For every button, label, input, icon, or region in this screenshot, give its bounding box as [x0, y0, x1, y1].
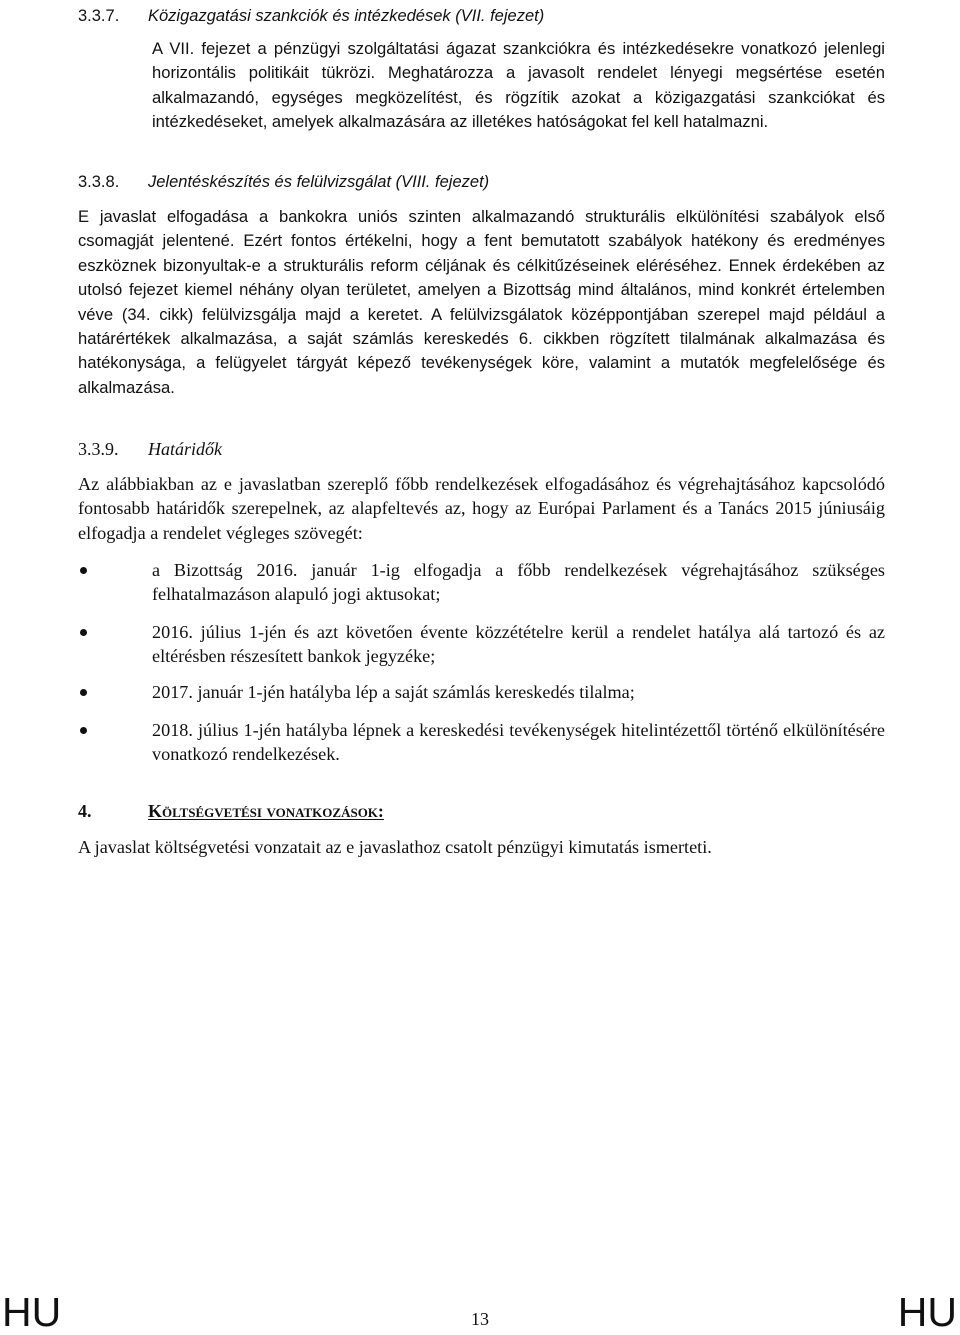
bullet-icon: [80, 689, 87, 696]
section-heading-3-3-9: [78, 437, 222, 461]
section-title: Költségvetési vonatkozások:: [148, 801, 384, 821]
section-number: 3.3.9.: [78, 439, 119, 459]
list-item-text: 2016. július 1-jén és azt követően évente közzétételre kerül a rendelet hatálya alá tartozó és az eltérésben részesített bankok jegyzéke;: [152, 622, 885, 667]
section-paragraph-4: A javaslat költségvetési vonzatait az e javaslathoz csatolt pénzügyi kimutatás ismerteti.: [78, 837, 712, 857]
section-title: Határidők: [148, 439, 222, 459]
bullet-icon: [80, 629, 87, 636]
section-number: 3.3.8.: [78, 173, 120, 191]
section-heading-3-3-7: [78, 4, 544, 28]
bullet-icon: [80, 727, 87, 734]
section-paragraph-3-3-9: Az alábbiakban az e javaslatban szereplő főbb rendelkezések elfogadásához és végrehajtásához kapcsolódó fontosabb határidők szerepelnek, az alapfeltevés az, hogy az Európai Parlament és a Tanács 2015 júniusáig elfogadja a rendelet végleges szövegét:: [78, 474, 885, 543]
section-title: Közigazgatási szankciók és intézkedések (VII. fejezet): [148, 7, 545, 25]
footer-language-code-left: HU: [2, 1289, 62, 1335]
section-paragraph-3-3-7: A VII. fejezet a pénzügyi szolgáltatási ágazat szankciókra és intézkedésekre vonatkozó jelenlegi horizontális politikáit tükrözi. Meghatározza a javasolt rendelet lényegi megsértése esetén alkalmazandó, egységes megközelítést, és rögzítik azokat a közigazgatási szankciókat és intézkedéseket, amelyek alkalmazására az illetékes hatóságokat fel kell hatalmazni.: [152, 39, 885, 132]
section-paragraph-3-3-8: E javaslat elfogadása a bankokra uniós szinten alkalmazandó strukturális elkülönítési szabályok első csomagját jelentené. Ezért fontos értékelni, hogy a fent bemutatott szabályok hatékony és eredményes eszköznek bizonyultak-e a strukturális reform céljának és célkitűzéseinek eléréséhez. Ennek érdekében az utolsó fejezet kiemel néhány olyan területet, amelyen a Bizottság mind általános, mind konkrét értelemben véve (34. cikk) felülvizsgálja majd a keretet. A felülvizsgálatok középpontjában szerepel majd például a határértékek alkalmazása, a saját számlás kereskedés 6. cikkben rögzített tilalmának alkalmazása és hatékonysága, a felügyelet tárgyát képező tevékenységek köre, valamint a mutatók megfelelősége és alkalmazása.: [78, 207, 885, 397]
section-title: Jelentéskészítés és felülvizsgálat (VIII. fejezet): [148, 173, 490, 191]
page-number: 13: [471, 1309, 489, 1329]
list-item-text: a Bizottság 2016. január 1-ig elfogadja a főbb rendelkezések végrehajtásához szükséges felhatalmazáson alapuló jogi aktusokat;: [152, 560, 885, 605]
section-number: 3.3.7.: [78, 7, 120, 25]
section-heading-4: [78, 799, 384, 823]
list-item-text: 2018. július 1-jén hatályba lépnek a kereskedési tevékenységek hitelintézettől történő elkülönítésére vonatkozó rendelkezések.: [152, 720, 885, 765]
bullet-icon: [80, 567, 87, 574]
list-item-text: 2017. január 1-jén hatályba lép a saját számlás kereskedés tilalma;: [152, 682, 635, 702]
footer-language-code-right: HU: [897, 1289, 957, 1335]
section-heading-3-3-8: [78, 170, 489, 194]
section-number: 4.: [78, 801, 92, 821]
